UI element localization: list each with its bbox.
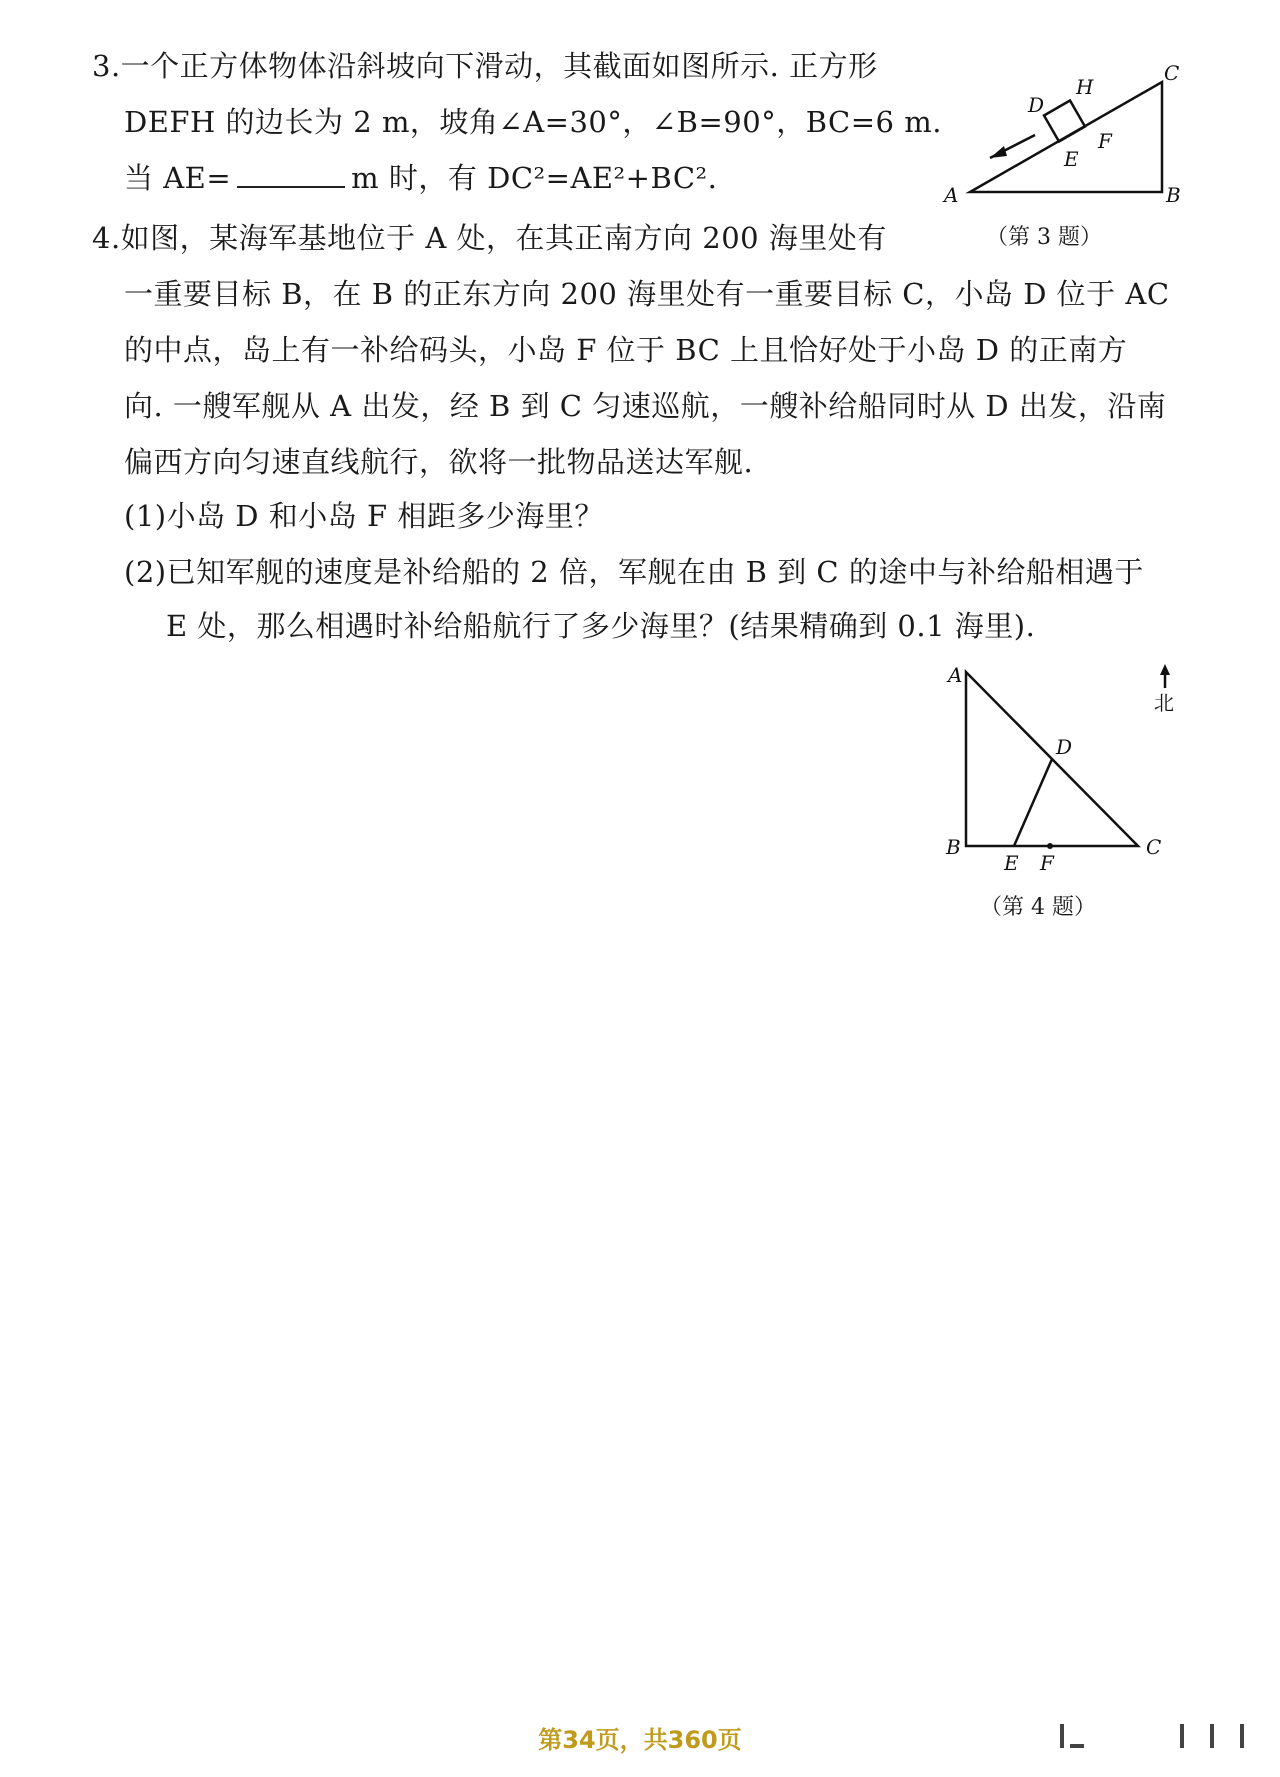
- q4-sub-question-2-line-2: E 处，那么相遇时补给船航行了多少海里？(结果精确到 0.1 海里).: [166, 609, 1036, 643]
- viewer-toolbar: [1060, 1722, 1260, 1752]
- q4-segment-de: [1014, 759, 1052, 846]
- q3-line-1: 3.一个正方体物体沿斜坡向下滑动，其截面如图所示. 正方形: [92, 49, 878, 83]
- page-counter: 第34页，共360页: [538, 1726, 742, 1754]
- q3-line-3-pre: 当 AE=: [124, 161, 232, 195]
- q4-north-label: 北: [1154, 691, 1174, 715]
- q3-label-a: A: [944, 183, 959, 207]
- answer-blank: [237, 160, 345, 188]
- q3-label-b: B: [1166, 183, 1181, 207]
- q4-caption: （第 4 题）: [980, 895, 1096, 920]
- q4-label-d: D: [1056, 735, 1073, 759]
- toolbar-icon-5[interactable]: [1240, 1724, 1244, 1748]
- q3-label-e: E: [1064, 147, 1079, 171]
- q4-figure: [940, 660, 1180, 875]
- q3-label-h: H: [1076, 75, 1094, 99]
- q3-figure: [940, 50, 1180, 210]
- q4-line-5: 偏西方向匀速直线航行，欲将一批物品送达军舰.: [124, 445, 754, 479]
- q3-line-3: [124, 158, 717, 198]
- q4-label-c: C: [1146, 835, 1162, 859]
- q3-line-2: DEFH 的边长为 2 m，坡角∠A=30°，∠B=90°，BC=6 m.: [124, 105, 942, 139]
- q4-label-e: E: [1004, 851, 1019, 875]
- toolbar-icon-4[interactable]: [1210, 1724, 1214, 1748]
- q3-arrow-head: [990, 146, 1007, 158]
- q4-label-b: B: [946, 835, 961, 859]
- q4-line-3: 的中点，岛上有一补给码头，小岛 F 位于 BC 上且恰好处于小岛 D 的正南方: [124, 333, 1128, 367]
- q3-label-d: D: [1028, 93, 1045, 117]
- q4-line-4: 向. 一艘军舰从 A 出发，经 B 到 C 匀速巡航，一艘补给船同时从 D 出发，沿南: [124, 389, 1167, 423]
- q4-sub-question-1: (1)小岛 D 和小岛 F 相距多少海里？: [124, 499, 604, 533]
- q4-label-a: A: [948, 663, 963, 687]
- q3-label-f: F: [1098, 129, 1112, 153]
- q4-north-arrow-head: [1160, 664, 1170, 675]
- q4-label-f: F: [1040, 851, 1054, 875]
- toolbar-icon-1[interactable]: [1060, 1724, 1064, 1748]
- q4-line-2: 一重要目标 B，在 B 的正东方向 200 海里处有一重要目标 C，小岛 D 位于 AC: [124, 277, 1170, 311]
- q3-label-c: C: [1164, 61, 1180, 85]
- q3-caption: （第 3 题）: [986, 225, 1102, 250]
- q4-point-f: [1047, 843, 1053, 849]
- q3-square-defh: [1044, 101, 1085, 142]
- q4-sub-question-2-line-1: (2)已知军舰的速度是补给船的 2 倍，军舰在由 B 到 C 的途中与补给船相遇于: [124, 555, 1144, 589]
- q4-line-1: 4.如图，某海军基地位于 A 处，在其正南方向 200 海里处有: [92, 221, 887, 255]
- toolbar-icon-3[interactable]: [1180, 1724, 1184, 1748]
- toolbar-icon-2[interactable]: [1070, 1744, 1084, 1748]
- q3-line-3-post: m 时，有 DC²=AE²+BC².: [351, 161, 718, 195]
